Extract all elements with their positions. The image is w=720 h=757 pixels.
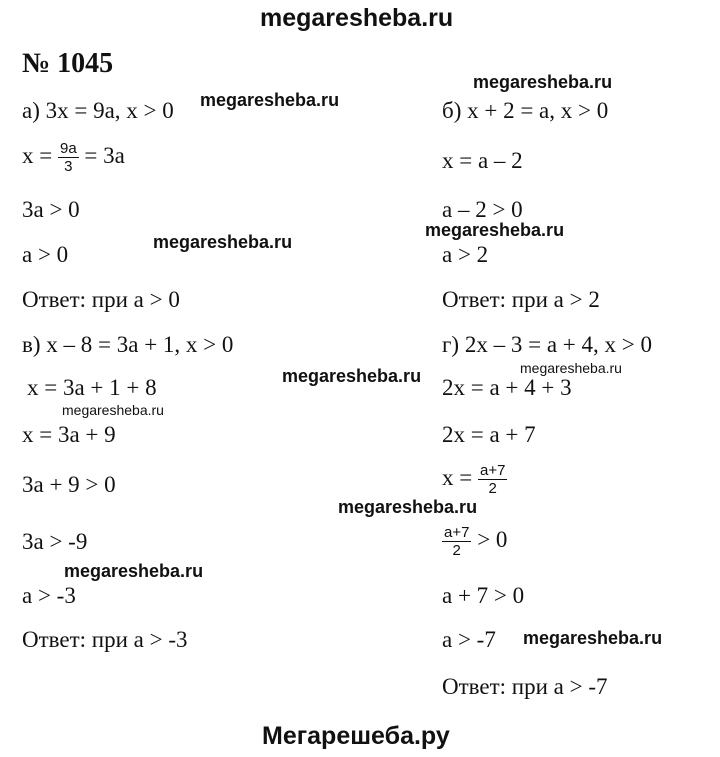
part-g-line-6: a + 7 > 0 — [442, 583, 525, 608]
part-g-ineq-rhs: > 0 — [471, 526, 508, 552]
part-a-title: а) 3x = 9a, x > 0 — [22, 98, 174, 123]
part-a-x-rhs: = 3a — [78, 142, 125, 168]
part-g-line-3: 2x = a + 7 — [442, 422, 536, 447]
part-g-answer: Ответ: при a > -7 — [442, 674, 608, 699]
watermark: megaresheba.ru — [200, 90, 340, 110]
part-a-x-lhs: x = — [22, 142, 58, 168]
watermark: megaresheba.ru — [153, 232, 293, 252]
part-g-ineq-line — [442, 524, 507, 559]
part-a-frac-den: 3 — [64, 158, 73, 175]
watermark: megaresheba.ru — [523, 628, 663, 648]
part-g-fraction — [478, 462, 507, 497]
part-b-title: б) x + 2 = a, x > 0 — [442, 98, 609, 123]
part-v-line-6: a > -3 — [22, 583, 76, 608]
watermark: megaresheba.ru — [282, 366, 422, 386]
part-a-line-3: 3a > 0 — [22, 197, 80, 222]
part-b-answer: Ответ: при a > 2 — [442, 287, 600, 312]
part-g-ineq-den: 2 — [452, 542, 461, 559]
part-g-line-2: 2x = a + 4 + 3 — [442, 375, 572, 400]
part-a-frac-num: 9a — [59, 140, 77, 157]
part-a-fraction — [58, 140, 79, 175]
part-b-line-2: x = a – 2 — [442, 148, 523, 173]
part-a-answer: Ответ: при a > 0 — [22, 287, 180, 312]
part-g-line-7: a > -7 — [442, 627, 496, 652]
part-g-ineq-fraction — [442, 524, 471, 559]
part-b-line-4: a > 2 — [442, 242, 489, 267]
watermark: megaresheba.ru — [473, 72, 613, 92]
watermark: megaresheba.ru — [64, 561, 204, 581]
part-b-line-3: a – 2 > 0 — [442, 197, 523, 222]
part-v-line-2: x = 3a + 1 + 8 — [27, 375, 157, 400]
part-g-title: г) 2x – 3 = a + 4, x > 0 — [442, 332, 652, 357]
watermark: megaresheba.ru — [425, 220, 565, 240]
part-a-x-line — [22, 140, 125, 175]
watermark: megaresheba.ru — [338, 497, 478, 517]
part-v-line-3: x = 3a + 9 — [22, 422, 116, 447]
part-v-title: в) x – 8 = 3a + 1, x > 0 — [22, 332, 234, 357]
part-g-ineq-num: a+7 — [444, 524, 470, 541]
site-footer: Мегарешеба.ру — [262, 722, 450, 750]
watermark-small: megaresheba.ru — [520, 360, 622, 376]
watermark-small: megaresheba.ru — [62, 402, 164, 418]
part-v-line-5: 3a > -9 — [22, 529, 88, 554]
site-header: megaresheba.ru — [260, 4, 454, 32]
part-g-frac-den: 2 — [488, 480, 497, 497]
part-g-frac-num: a+7 — [479, 462, 506, 479]
problem-number: № 1045 — [22, 48, 114, 79]
part-g-x-lhs: x = — [442, 464, 478, 490]
part-v-line-4: 3a + 9 > 0 — [22, 472, 116, 497]
part-a-line-4: a > 0 — [22, 242, 69, 267]
part-g-x-line — [442, 462, 507, 497]
part-v-answer: Ответ: при a > -3 — [22, 627, 188, 652]
